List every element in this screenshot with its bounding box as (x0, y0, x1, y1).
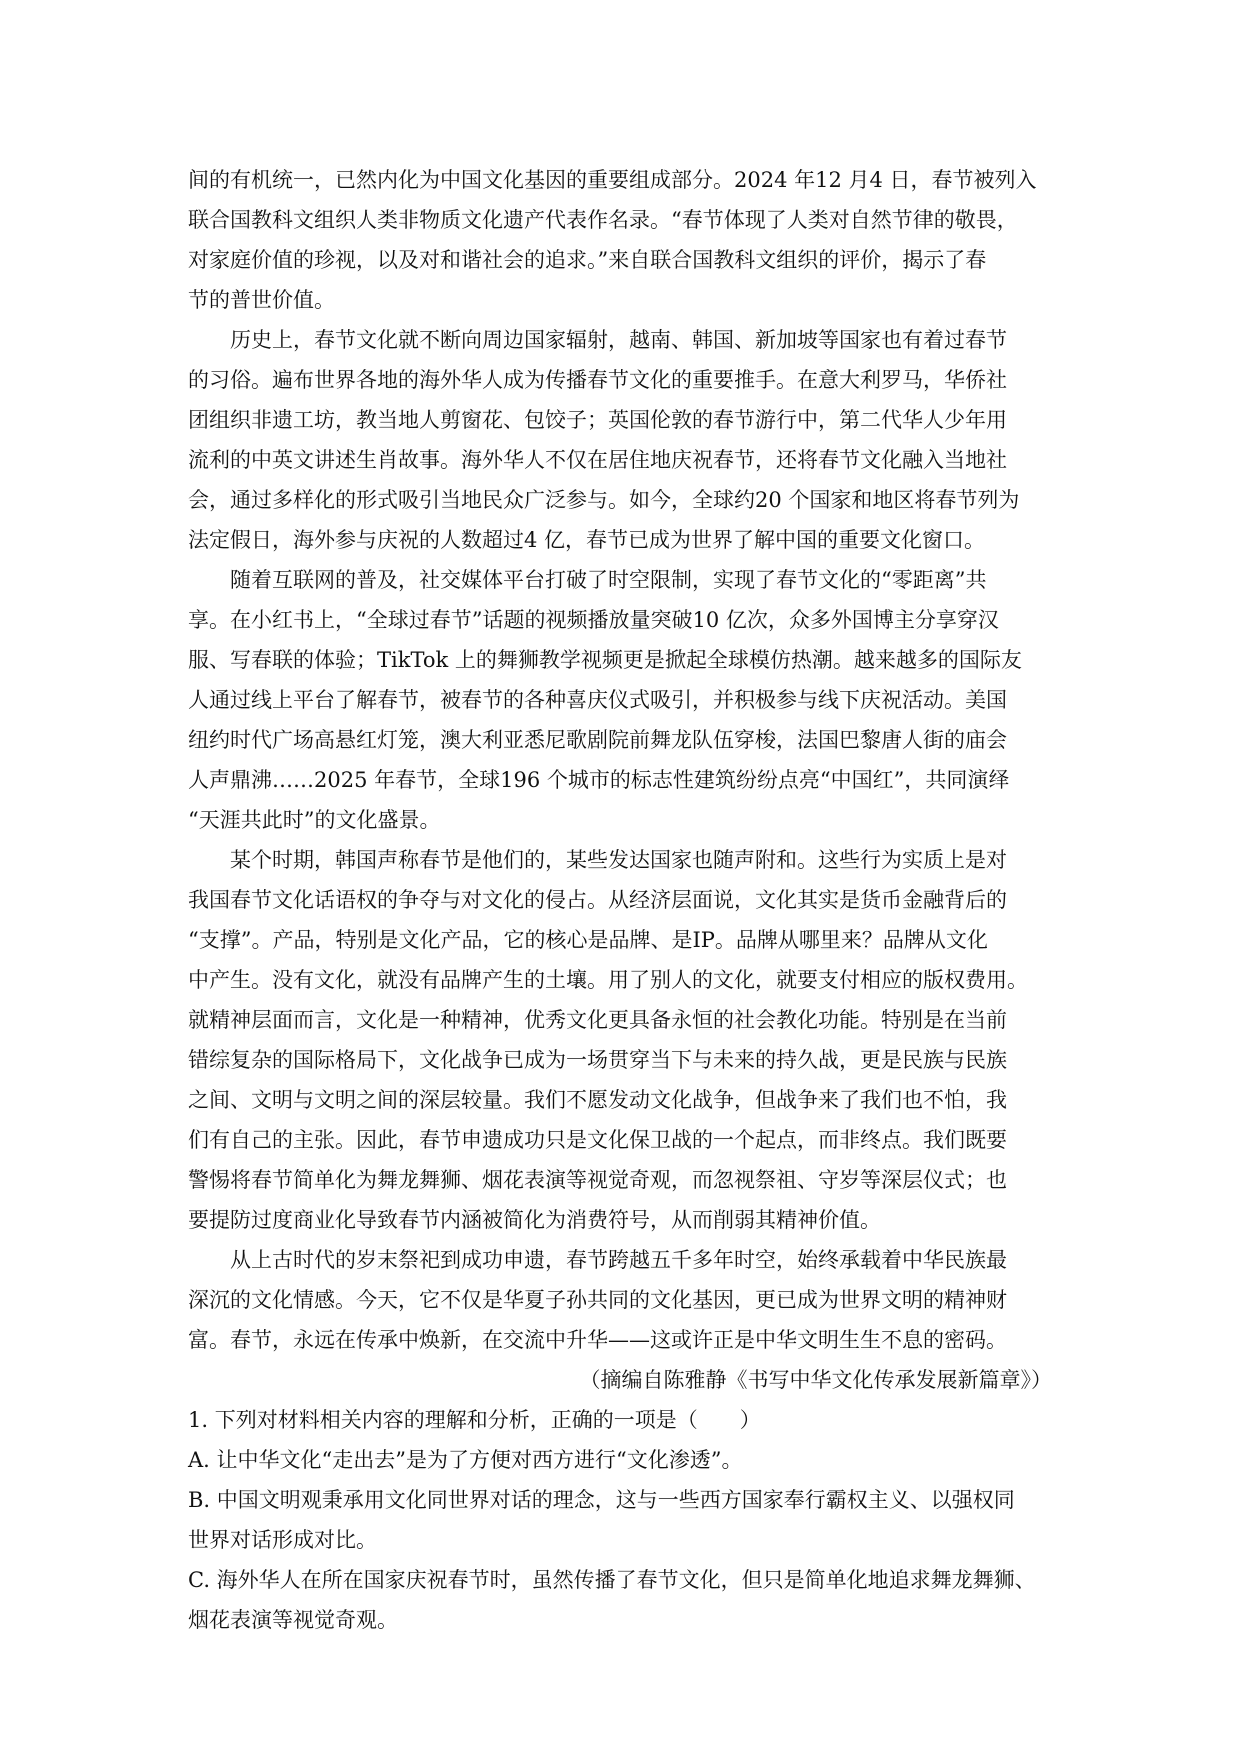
text-line: “支撑”。产品，特别是文化产品，它的核心是品牌、是IP。品牌从哪里来？品牌从文化 (188, 928, 988, 952)
text-line: 们有自己的主张。因此，春节申遗成功只是文化保卫战的一个起点，而非终点。我们既要 (188, 1128, 1007, 1152)
text-line: 从上古时代的岁末祭祀到成功申遗，春节跨越五千多年时空，始终承载着中华民族最 (230, 1248, 1007, 1272)
option-c-text: C. 海外华人在所在国家庆祝春节时，虽然传播了春节文化，但只是简单化地追求舞龙舞狮、 (188, 1568, 1036, 1592)
text-line: 联合国教科文组织人类非物质文化遗产代表作名录。“春节体现了人类对自然节律的敬畏， (188, 208, 1018, 232)
text-line: 要提防过度商业化导致春节内涵被简化为消费符号，从而削弱其精神价值。 (188, 1208, 881, 1232)
option-b-text: B. 中国文明观秉承用文化同世界对话的理念，这与一些西方国家奉行霸权主义、以强权同 (188, 1488, 1015, 1512)
text-line: 团组织非遗工坊，教当地人剪窗花、包饺子；英国伦敦的春节游行中，第二代华人少年用 (188, 408, 1007, 432)
text-line: 纽约时代广场高悬红灯笼，澳大利亚悉尼歌剧院前舞龙队伍穿梭，法国巴黎唐人街的庙会 (188, 728, 1007, 752)
text-line: 的习俗。遍布世界各地的海外华人成为传播春节文化的重要推手。在意大利罗马，华侨社 (188, 368, 1007, 392)
text-line: 人声鼎沸……2025 年春节，全球196 个城市的标志性建筑纷纷点亮“中国红”，共同演绎 (188, 768, 1010, 792)
text-line: 流利的中英文讲述生肖故事。海外华人不仅在居住地庆祝春节，还将春节文化融入当地社 (188, 448, 1007, 472)
text-line: 对家庭价值的珍视，以及对和谐社会的追求。”来自联合国教科文组织的评价，揭示了春 (188, 248, 987, 272)
paragraph-conclusion (188, 1240, 1052, 1360)
option-c-text: 烟花表演等视觉奇观。 (188, 1608, 398, 1632)
text-line: 富。春节，永远在传承中焕新，在交流中升华——这或许正是中华文明生生不息的密码。 (188, 1328, 1007, 1352)
paragraph-history (188, 320, 1052, 560)
text-line: 中产生。没有文化，就没有品牌产生的土壤。用了别人的文化，就要支付相应的版权费用。 (188, 968, 1028, 992)
text-line: 错综复杂的国际格局下，文化战争已成为一场贯穿当下与未来的持久战，更是民族与民族 (188, 1048, 1007, 1072)
option-a (188, 1440, 1052, 1480)
text-line: 节的普世价值。 (188, 288, 335, 312)
text-line: 某个时期，韩国声称春节是他们的，某些发达国家也随声附和。这些行为实质上是对 (230, 848, 1007, 872)
text-line: 会，通过多样化的形式吸引当地民众广泛参与。如今，全球约20 个国家和地区将春节列为 (188, 488, 1020, 512)
text-line: 随着互联网的普及，社交媒体平台打破了时空限制，实现了春节文化的“零距离”共 (230, 568, 987, 592)
option-b (188, 1480, 1052, 1560)
document-content (188, 160, 1052, 1640)
text-line: 历史上，春节文化就不断向周边国家辐射，越南、韩国、新加坡等国家也有着过春节 (230, 328, 1007, 352)
source-citation: （摘编自陈雅静《书写中华文化传承发展新篇章》） (579, 1368, 1052, 1392)
text-line: “天涯共此时”的文化盛景。 (188, 808, 441, 832)
text-line: 享。在小红书上，“全球过春节”话题的视频播放量突破10 亿次，众多外国博主分享穿汉 (188, 608, 999, 632)
paragraph-cultural-rights (188, 840, 1052, 1240)
text-line: 服、写春联的体验；TikTok 上的舞狮教学视频更是掀起全球模仿热潮。越来越多的国际友 (188, 648, 1022, 672)
text-line: 深沉的文化情感。今天，它不仅是华夏子孙共同的文化基因，更已成为世界文明的精神财 (188, 1288, 1007, 1312)
option-a-text: A. 让中华文化“走出去”是为了方便对西方进行“文化渗透”。 (188, 1448, 743, 1472)
text-line: 人通过线上平台了解春节，被春节的各种喜庆仪式吸引，并积极参与线下庆祝活动。美国 (188, 688, 1007, 712)
paragraph-continuation (188, 160, 1052, 320)
text-line: 之间、文明与文明之间的深层较量。我们不愿发动文化战争，但战争来了我们也不怕，我 (188, 1088, 1007, 1112)
text-line: 法定假日，海外参与庆祝的人数超过4 亿，春节已成为世界了解中国的重要文化窗口。 (188, 528, 986, 552)
question-stem: 1. 下列对材料相关内容的理解和分析，正确的一项是（ ） (188, 1408, 761, 1432)
text-line: 就精神层面而言，文化是一种精神，优秀文化更具备永恒的社会教化功能。特别是在当前 (188, 1008, 1007, 1032)
paragraph-internet (188, 560, 1052, 840)
text-line: 警惕将春节简单化为舞龙舞狮、烟花表演等视觉奇观，而忽视祭祖、守岁等深层仪式；也 (188, 1168, 1007, 1192)
text-line: 间的有机统一，已然内化为中国文化基因的重要组成部分。2024 年12 月4 日，春节被列入 (188, 168, 1037, 192)
option-c (188, 1560, 1052, 1640)
text-line: 我国春节文化话语权的争夺与对文化的侵占。从经济层面说，文化其实是货币金融背后的 (188, 888, 1007, 912)
option-b-text: 世界对话形成对比。 (188, 1528, 377, 1552)
